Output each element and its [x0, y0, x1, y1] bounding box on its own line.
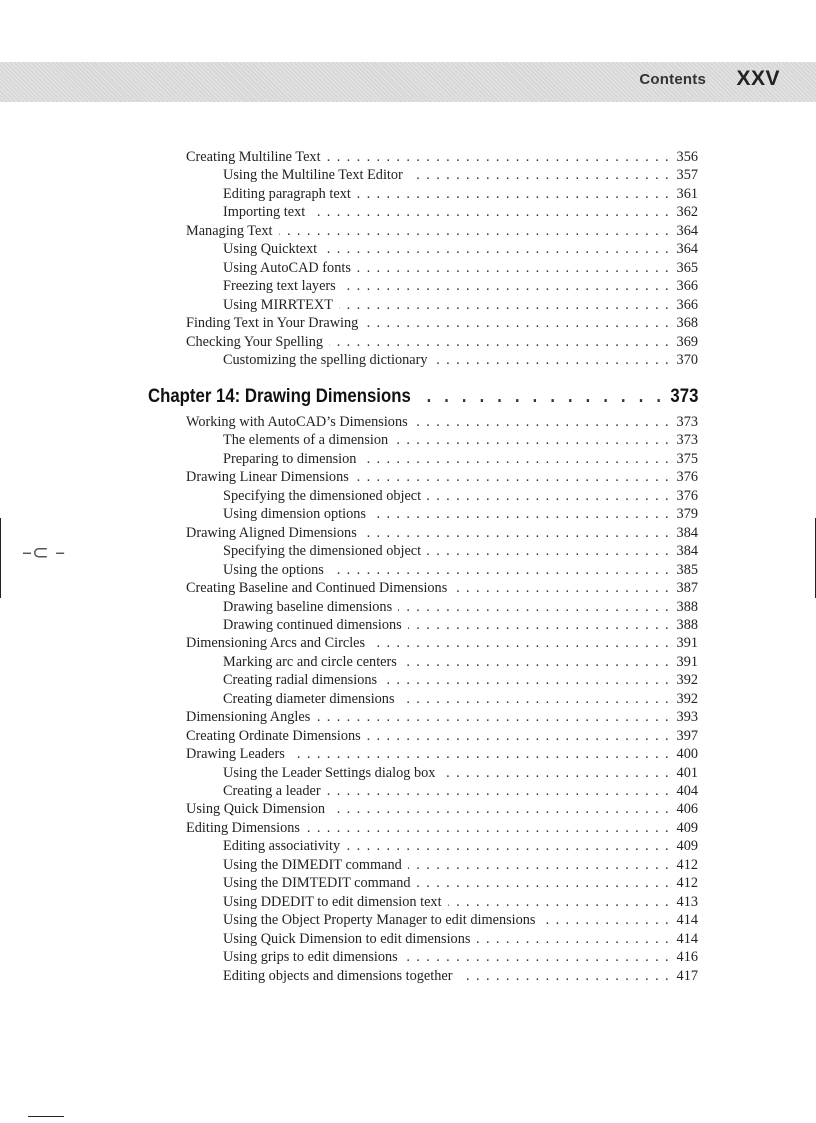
toc-entry-label: Editing objects and dimensions together	[223, 967, 453, 984]
toc-entry-label: Editing paragraph text	[223, 185, 351, 202]
toc-entry	[223, 598, 698, 617]
toc-entry	[223, 893, 698, 912]
toc-entry-label: Using Quicktext	[223, 241, 318, 258]
toc-entry	[223, 911, 698, 930]
dot-leader	[316, 708, 670, 727]
toc-entry-label: Managing Text	[186, 222, 273, 239]
dot-leader	[330, 561, 670, 580]
toc-entry	[223, 351, 698, 370]
dot-leader	[542, 911, 671, 930]
toc-entry-label: Dimensioning Angles	[186, 709, 311, 726]
toc-entry-label: Using MIRRTEXT	[223, 296, 333, 313]
toc-entry-page: 387	[676, 580, 698, 597]
toc-entry-page: 365	[676, 259, 698, 276]
chapter-page: 373	[670, 385, 699, 407]
dot-leader	[448, 893, 670, 912]
dot-leader	[401, 690, 670, 709]
dot-leader	[427, 542, 670, 561]
toc-entry	[186, 333, 698, 352]
toc-entry	[186, 800, 698, 819]
toc-entry	[186, 634, 698, 653]
toc-entry	[223, 837, 698, 856]
dot-leader	[417, 874, 670, 893]
toc-entry-label: Using the DIMEDIT command	[223, 856, 402, 873]
toc-entry	[223, 487, 698, 506]
toc-entry-page: 414	[676, 912, 698, 929]
toc-entry-page: 366	[676, 278, 698, 295]
toc-entry-page: 412	[676, 856, 698, 873]
toc-entry-page: 379	[676, 506, 698, 523]
dot-leader	[327, 148, 670, 167]
dot-leader	[367, 727, 670, 746]
dot-leader	[383, 671, 670, 690]
toc-entry	[223, 690, 698, 709]
toc-entry	[223, 671, 698, 690]
toc-entry-label: Working with AutoCAD’s Dimensions	[186, 414, 408, 430]
toc-entry	[223, 296, 698, 315]
toc-entry-label: Using Quick Dimension	[186, 801, 325, 818]
toc-entry	[186, 727, 698, 746]
dot-leader	[372, 505, 670, 524]
toc-entry-page: 376	[676, 487, 698, 504]
toc-entry-label: Editing associativity	[223, 838, 341, 855]
toc-entry-page: 412	[676, 875, 698, 892]
dot-leader	[404, 948, 670, 967]
dot-leader	[364, 314, 670, 333]
toc-entry	[223, 185, 698, 204]
toc-entry-page: 385	[676, 561, 698, 578]
dot-leader	[306, 819, 670, 838]
toc-entry	[186, 222, 698, 241]
toc-entry-page: 416	[676, 949, 698, 966]
dot-leader	[339, 296, 670, 315]
toc-entry	[223, 240, 698, 259]
toc-entry-page: 388	[676, 598, 698, 615]
toc-entry	[223, 203, 698, 222]
chapter-title: Chapter 14: Drawing Dimensions	[148, 385, 411, 407]
toc-entry-label: Using the DIMTEDIT command	[223, 875, 411, 892]
toc-entry-page: 391	[676, 635, 698, 652]
dot-leader	[408, 616, 670, 635]
toc-entry-page: 364	[676, 222, 698, 239]
toc-entry-label: The elements of a dimension	[223, 432, 389, 449]
header-page-number: XXV	[736, 67, 780, 90]
toc-entry-label: Creating Multiline Text	[186, 149, 321, 165]
toc-entry-page: 370	[676, 351, 698, 368]
toc-entry-page: 373	[676, 414, 698, 430]
toc-entry	[223, 561, 698, 580]
toc-entry	[223, 431, 698, 450]
toc-entry	[223, 856, 698, 875]
toc-entry-label: Using the Object Property Manager to edit dimensions	[223, 912, 536, 929]
dot-leader	[476, 930, 670, 949]
toc-entry-page: 401	[676, 764, 698, 781]
dot-leader	[398, 598, 670, 617]
dot-leader	[408, 856, 670, 875]
toc-entry	[186, 819, 698, 838]
toc-entry	[223, 764, 698, 783]
dot-leader	[323, 240, 670, 259]
toc-entry	[223, 542, 698, 561]
dot-leader	[403, 653, 670, 672]
toc-entry	[223, 259, 698, 278]
toc-entry	[186, 413, 698, 432]
toc-entry-page: 417	[676, 967, 698, 984]
toc-entry	[186, 468, 698, 487]
toc-entry-page: 369	[676, 333, 698, 350]
toc-entry-page: 366	[676, 296, 698, 313]
toc-entry-label: Dimensioning Arcs and Circles	[186, 635, 366, 652]
toc-entry-page: 406	[676, 801, 698, 818]
bottom-rule	[28, 1116, 64, 1117]
toc-entry	[186, 148, 698, 167]
toc-entry	[223, 277, 698, 296]
dot-leader	[355, 468, 670, 487]
dot-leader	[363, 524, 670, 543]
dot-leader	[357, 185, 670, 204]
toc-entry-label: Drawing Linear Dimensions	[186, 469, 349, 486]
toc-entry	[223, 616, 698, 635]
toc-entry-label: Drawing continued dimensions	[223, 616, 402, 633]
dot-leader	[371, 634, 670, 653]
toc-entry-page: 392	[676, 690, 698, 707]
registration-mark-icon: –⊂ –	[22, 540, 66, 564]
toc-entry-label: Using the options	[223, 561, 324, 578]
toc-entry	[186, 708, 698, 727]
dot-leader	[459, 967, 670, 986]
toc-entry	[186, 524, 698, 543]
toc-entry-label: Using grips to edit dimensions	[223, 949, 398, 966]
dot-leader	[441, 764, 670, 783]
toc-entry-label: Creating Ordinate Dimensions	[186, 727, 361, 744]
toc-entry-page: 356	[676, 149, 698, 165]
toc-entry	[186, 314, 698, 333]
toc-entry-label: Using Quick Dimension to edit dimensions	[223, 930, 471, 947]
toc-entry-page: 364	[676, 241, 698, 258]
toc-entry-label: Customizing the spelling dictionary	[223, 351, 428, 368]
toc-entry-label: Drawing Aligned Dimensions	[186, 524, 357, 541]
toc-entry-page: 362	[676, 204, 698, 221]
toc-entry-page: 400	[676, 746, 698, 763]
dot-leader	[453, 579, 670, 598]
header-section-title: Contents	[639, 71, 706, 88]
toc-entry-page: 357	[676, 167, 698, 184]
toc-entry-label: Checking Your Spelling	[186, 333, 324, 350]
toc-entry-page: 414	[676, 930, 698, 947]
toc-entry-label: Creating Baseline and Continued Dimensions	[186, 580, 448, 597]
toc-entry-page: 409	[676, 819, 698, 836]
toc-entry-label: Specifying the dimensioned object	[223, 487, 422, 504]
dot-leader	[327, 782, 670, 801]
toc-entry-page: 384	[676, 543, 698, 560]
dot-leader	[329, 333, 670, 352]
toc-entry	[223, 948, 698, 967]
toc-entry-page: 375	[676, 450, 698, 467]
toc-entry-page: 393	[676, 709, 698, 726]
toc-entry-label: Using the Multiline Text Editor	[223, 167, 403, 184]
dot-leader	[331, 800, 670, 819]
toc-entry	[223, 450, 698, 469]
toc-entry	[186, 579, 698, 598]
dot-leader	[357, 259, 670, 278]
toc-entry-page: 391	[676, 653, 698, 670]
toc-entry-label: Preparing to dimension	[223, 450, 357, 467]
toc-entry-label: Using dimension options	[223, 506, 366, 523]
toc-entry-label: Drawing baseline dimensions	[223, 598, 393, 615]
toc-entry-label: Using AutoCAD fonts	[223, 259, 351, 276]
toc-entry-label: Using the Leader Settings dialog box	[223, 764, 436, 781]
toc-entry-page: 388	[676, 616, 698, 633]
toc-entry	[223, 505, 698, 524]
toc-entry-page: 376	[676, 469, 698, 486]
toc-entry-label: Marking arc and circle centers	[223, 653, 397, 670]
dot-leader	[414, 384, 665, 410]
toc-entry-page: 409	[676, 838, 698, 855]
dot-leader	[434, 351, 671, 370]
dot-leader	[427, 487, 670, 506]
toc-entry-page: 373	[676, 432, 698, 449]
chapter-heading	[148, 383, 698, 409]
toc-entry	[186, 745, 698, 764]
toc-entry	[223, 930, 698, 949]
toc-entry-page: 397	[676, 727, 698, 744]
toc-entry-page: 413	[676, 893, 698, 910]
toc-entry-label: Creating diameter dimensions	[223, 690, 395, 707]
dot-leader	[362, 450, 670, 469]
toc-entry-label: Finding Text in Your Drawing	[186, 315, 359, 332]
toc-entry-page: 404	[676, 783, 698, 799]
toc-entry	[223, 874, 698, 893]
toc-entry-label: Importing text	[223, 204, 306, 221]
dot-leader	[279, 222, 671, 241]
dot-leader	[342, 277, 670, 296]
toc-entry-label: Freezing text layers	[223, 278, 336, 295]
dot-leader	[311, 203, 670, 222]
toc-entry-label: Drawing Leaders	[186, 746, 285, 763]
toc-entry-label: Specifying the dimensioned object	[223, 543, 422, 560]
dot-leader	[346, 837, 670, 856]
toc-entry-label: Editing Dimensions	[186, 819, 300, 836]
dot-leader	[291, 745, 670, 764]
toc-entry	[223, 653, 698, 672]
toc-entry-label: Creating a leader	[223, 783, 321, 799]
crop-line-left	[0, 518, 1, 598]
toc-entry-page: 361	[676, 185, 698, 202]
toc-entry	[223, 967, 698, 986]
toc-entry-page: 384	[676, 524, 698, 541]
toc-entry-label: Creating radial dimensions	[223, 672, 378, 689]
toc-entry-label: Using DDEDIT to edit dimension text	[223, 893, 442, 910]
running-header	[0, 62, 816, 102]
dot-leader	[409, 166, 670, 185]
toc-entry	[223, 166, 698, 185]
toc-entry	[223, 782, 698, 801]
dot-leader	[394, 431, 670, 450]
dot-leader	[414, 413, 670, 432]
toc-entry-page: 368	[676, 315, 698, 332]
toc-entry-page: 392	[676, 672, 698, 689]
